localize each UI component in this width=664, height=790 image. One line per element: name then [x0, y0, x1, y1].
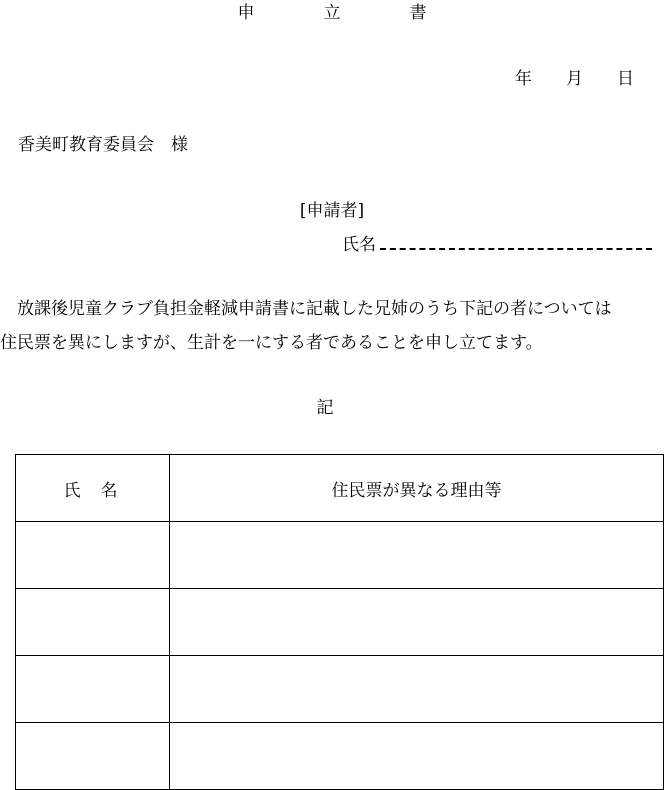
applicant-heading: [申請者] — [299, 201, 365, 221]
declaration-line-1: 放課後児童クラブ負担金軽減申請書に記載した兄姉のうち下記の者については — [17, 299, 612, 319]
cell-reason[interactable] — [170, 656, 664, 723]
date-day: 日 — [617, 69, 634, 89]
date-line — [515, 64, 634, 89]
table-header-row — [16, 455, 664, 522]
header-name: 氏名 — [16, 455, 170, 522]
date-year: 年 — [515, 69, 532, 89]
document-title: 申 立 書 — [237, 3, 453, 23]
declaration-line-2: 住民票を異にしますが、生計を一にする者であることを申し立てます。 — [0, 333, 543, 353]
table-row — [16, 656, 664, 723]
cell-name[interactable] — [16, 656, 170, 723]
declaration-body — [0, 292, 664, 360]
cell-name[interactable] — [16, 723, 170, 790]
cell-name[interactable] — [16, 522, 170, 589]
cell-reason[interactable] — [170, 723, 664, 790]
header-reason: 住民票が異なる理由等 — [170, 455, 664, 522]
table-row — [16, 522, 664, 589]
table-row — [16, 723, 664, 790]
name-label: 氏名 — [342, 235, 376, 255]
cell-name[interactable] — [16, 589, 170, 656]
name-signature-field[interactable] — [380, 238, 652, 250]
sibling-table — [15, 454, 664, 790]
table-row — [16, 589, 664, 656]
addressee: 香美町教育委員会 様 — [18, 135, 188, 155]
cell-reason[interactable] — [170, 589, 664, 656]
applicant-name-line — [342, 230, 652, 255]
cell-reason[interactable] — [170, 522, 664, 589]
ki-heading: 記 — [316, 398, 334, 418]
date-month: 月 — [566, 69, 583, 89]
